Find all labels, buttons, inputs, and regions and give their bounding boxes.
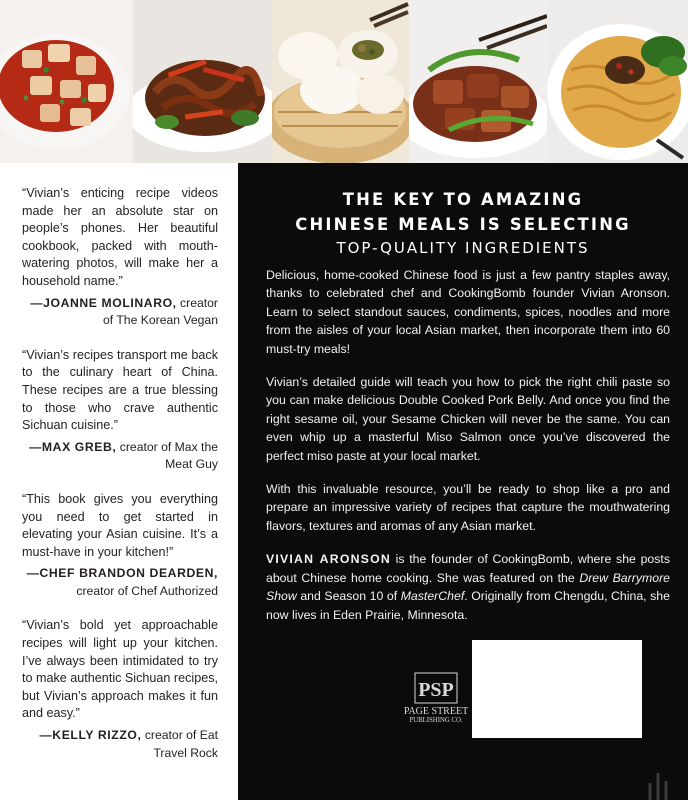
stir-fry-beef-photo bbox=[133, 0, 272, 163]
pork-belly-photo bbox=[409, 0, 547, 163]
endorsement-attribution bbox=[22, 565, 218, 600]
steamed-buns-photo bbox=[272, 0, 409, 163]
endorser-name: —MAX GREB, bbox=[29, 439, 117, 454]
endorser-title: creator of Eat Travel Rock bbox=[141, 728, 218, 760]
endorser-name: —KELLY RIZZO, bbox=[39, 728, 142, 743]
endorsement-attribution bbox=[22, 295, 218, 330]
barcode-area bbox=[472, 640, 642, 738]
endorsement-quote: “Vivian’s recipes transport me back to the culinary heart of China. These recipes are a true blessing to those who crave authentic Sichuan cuisine.” bbox=[22, 347, 218, 433]
endorser-name: —JOANNE MOLINARO, bbox=[30, 295, 177, 310]
photo-strip bbox=[0, 0, 688, 163]
headline-line-2: CHINESE MEALS IS SELECTING bbox=[295, 215, 631, 234]
description-paragraph: Vivian’s detailed guide will teach you how to pick the right chili paste so you can make delicious Double Cooked Pork Belly. And once you find the right sesame oil, your Sesame Chicken will never be the same. You can even whip up a masterful Miso Salmon once you’ve discovered the perfect miso paste at your local market. bbox=[266, 375, 670, 463]
endorsement bbox=[22, 491, 218, 601]
endorsement bbox=[22, 185, 218, 330]
endorsement-attribution bbox=[22, 439, 218, 474]
endorser-title: creator of Max the Meat Guy bbox=[116, 439, 218, 472]
mapo-tofu-photo bbox=[0, 0, 133, 163]
endorsement-quote: “This book gives you everything you need to get started in elevating your Asian cuisine. It’s a must-have in your kitchen!” bbox=[22, 491, 218, 559]
description-paragraph: With this invaluable resource, you’ll be ready to shop like a pro and prepare an impressive variety of recipes that capture the mouthwatering flavors, textures and aromas of any Asian market. bbox=[266, 482, 670, 533]
headline bbox=[238, 187, 688, 259]
description-panel bbox=[238, 163, 688, 800]
author-name: VIVIAN ARONSON bbox=[266, 552, 391, 567]
endorsement-quote: “Vivian’s bold yet approachable recipes will light up your kitchen. I’ve always been intimidated to try to make authentic Sichuan recipes, but Vivian’s approach makes it fun and easy.” bbox=[22, 618, 219, 721]
endorser-name: —CHEF BRANDON DEARDEN, bbox=[26, 566, 218, 581]
svg-text:PSP: PSP bbox=[418, 679, 454, 701]
show-title: MasterChef bbox=[400, 589, 465, 604]
description-body bbox=[266, 266, 670, 639]
endorsement bbox=[22, 617, 218, 762]
endorsements-column bbox=[0, 163, 238, 800]
publisher-name: PAGE STREET bbox=[403, 706, 469, 717]
description-paragraph: Delicious, home-cooked Chinese food is just a few pantry staples away, thanks to celebrated chef and CookingBomb founder Vivian Aronson. Learn to select standout sauces, condiments, spices, noodles and more from the aisles of your local Asian market, then incorporate them into 60 must-try meals! bbox=[266, 268, 670, 356]
endorser-title: creator of Chef Authorized bbox=[76, 583, 218, 598]
corner-figure-icon bbox=[628, 753, 688, 800]
endorsement bbox=[22, 347, 218, 474]
page-street-logo-icon bbox=[414, 671, 458, 705]
publisher-subtitle: PUBLISHING CO. bbox=[409, 717, 463, 724]
endorsement-quote: “Vivian’s enticing recipe videos made her an absolute star on people’s phones. Her beautiful cookbook, packed with mouth-watering photos, will make her a household name.” bbox=[22, 186, 218, 288]
headline-line-1: THE KEY TO AMAZING bbox=[342, 190, 584, 209]
author-bio: VIVIAN ARONSON is the founder of CookingBomb, where she posts about Chinese home cooking. She was featured on the Drew Barrymore Show and Season 10 of MasterChef. Originally from Chengdu, China, she now lives in Eden Prairie, Minnesota. bbox=[266, 552, 670, 622]
noodles-photo bbox=[547, 0, 688, 163]
headline-line-3: TOP-QUALITY INGREDIENTS bbox=[336, 239, 590, 257]
publisher-logo bbox=[400, 671, 472, 725]
endorser-title: creator of The Korean Vegan bbox=[103, 295, 218, 328]
show-title: Drew Barrymore Show bbox=[266, 570, 670, 604]
endorsement-attribution bbox=[22, 727, 218, 762]
